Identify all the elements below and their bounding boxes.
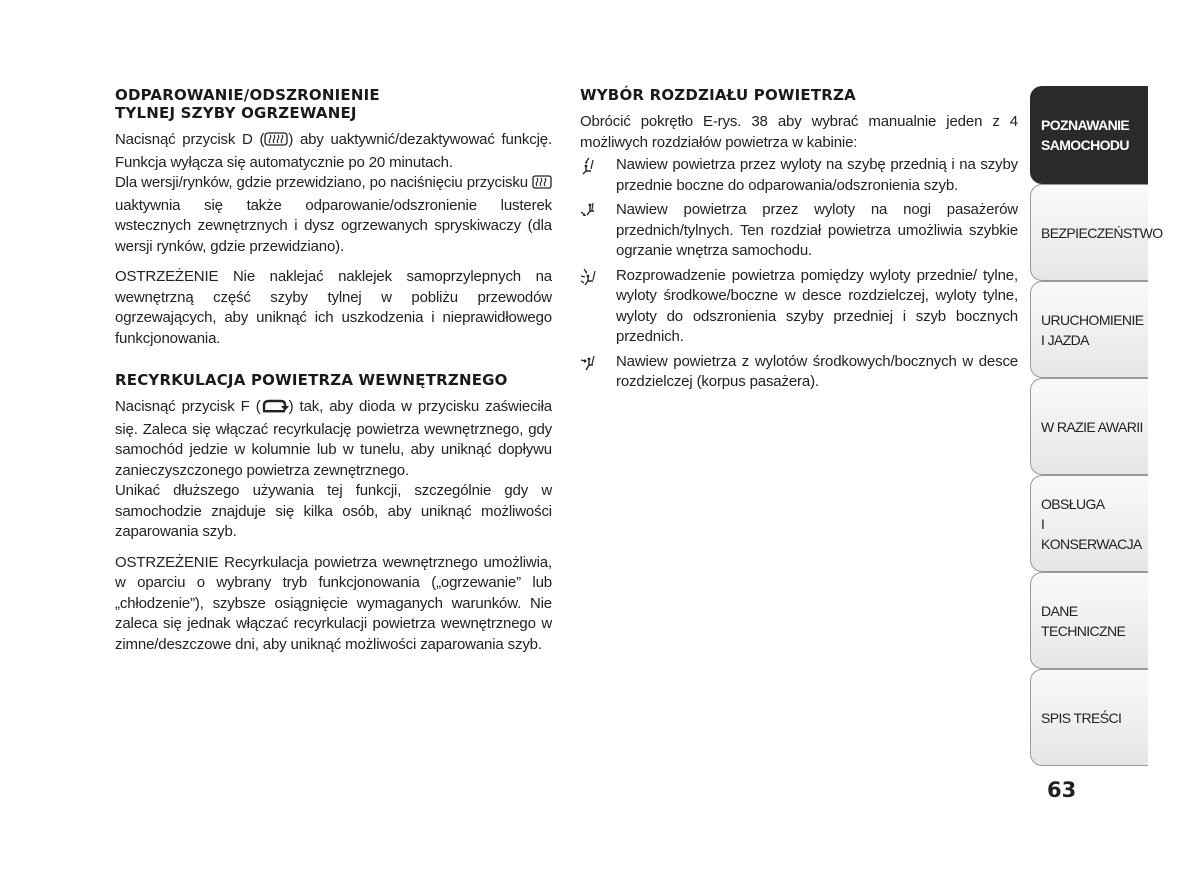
tab-bezpieczenstwo[interactable]: BEZPIECZEŃSTWO <box>1030 184 1148 281</box>
list-item <box>580 352 1018 393</box>
section-heading-recirculation: RECYRKULACJA POWIETRZA WEWNĘTRZNEGO <box>115 371 508 389</box>
left-column <box>115 86 552 655</box>
paragraph: Nacisnąć przycisk D ( ) aby uaktywnić/dezaktywować funkcję. Funkcja wyłącza się automatycznie po 20 minutach. <box>115 131 552 171</box>
middle-column <box>580 86 1018 397</box>
list-item <box>580 155 1018 196</box>
section-heading-air-distribution: WYBÓR ROZDZIAŁU POWIETRZA <box>580 86 856 104</box>
list-item-text: Nawiew powietrza z wylotów środkowych/bocznych w desce rozdzielczej (korpus pasażera). <box>616 352 1018 390</box>
tab-w-razie-awarii[interactable]: W RAZIE AWARII <box>1030 378 1148 475</box>
chapter-tabs <box>1030 86 1163 766</box>
warning-paragraph: OSTRZEŻENIE Nie naklejać naklejek samoprzylepnych na wewnętrzną część szyby tylnej w pobliżu przewodów ogrzewających, aby uniknąć ich uszkodzenia i nieprawidłowego funkcjonowania. <box>115 268 552 347</box>
rear-window-heater-icon <box>264 132 288 153</box>
paragraph: Dla wersji/rynków, gdzie przewidziano, po naciśnięciu przycisku uaktywnia się także odparowanie/odszronienie lusterek wstecznych zewnętrznych i dysz ogrzewanych spryskiwaczy (dla wersji rynków, gdzie przewidziano). <box>115 174 552 255</box>
tab-spis-tresci[interactable]: SPIS TREŚCI <box>1030 669 1148 766</box>
airflow-all-icon <box>580 266 616 348</box>
list-item <box>580 266 1018 348</box>
airflow-face-icon <box>580 352 616 393</box>
list-item-text: Nawiew powietrza przez wyloty na szybę przednią i na szyby przednie boczne do odparowania/odszronienia szyb. <box>616 156 1018 194</box>
tab-dane-techniczne[interactable]: DANE TECHNICZNE <box>1030 572 1148 669</box>
tab-poznawanie-samochodu[interactable]: POZNAWANIE SAMOCHODU <box>1030 86 1148 184</box>
list-item <box>580 200 1018 262</box>
intro-paragraph: Obrócić pokrętło E-rys. 38 aby wybrać manualnie jeden z 4 możliwych rozdziałów powietrza w kabinie: <box>580 113 1018 151</box>
air-distribution-list <box>580 155 1018 393</box>
page-number: 63 <box>1047 778 1077 802</box>
tab-obsluga-i-konserwacja[interactable]: OBSŁUGA I KONSERWACJA <box>1030 475 1148 572</box>
paragraph: Nacisnąć przycisk F ( ) tak, aby dioda w przycisku zaświeciła się. Zaleca się włączać recyrkulację powietrza wewnętrznego, gdy samochód jedzie w kolumnie lub w tunelu, aby uniknąć dopływu zanieczyszczonego powietrza zewnętrznego. <box>115 398 552 479</box>
paragraph: Unikać dłuższego używania tej funkcji, szczególnie gdy w samochodzie znajduje się kilka osób, aby uniknąć możliwości zaparowania szyb. <box>115 482 552 540</box>
airflow-feet-icon <box>580 200 616 262</box>
list-item-text: Rozprowadzenie powietrza pomiędzy wyloty przednie/ tylne, wyloty środkowe/boczne w desce rozdzielczej, wyloty tylne, wyloty do odszronienia szyby przedniej i szyb bocznych przednich. <box>616 266 1018 345</box>
airflow-windscreen-icon <box>580 155 616 196</box>
recirculation-icon <box>261 399 289 420</box>
list-item-text: Nawiew powietrza przez wyloty na nogi pasażerów przednich/tylnych. Ten rozdział powietrza umożliwia szybkie ogrzanie wnętrza samochodu. <box>616 201 1018 259</box>
section-heading-rear-defrost: ODPAROWANIE/ODSZRONIENIE TYLNEJ SZYBY OGRZEWANEJ <box>115 86 380 122</box>
tab-uruchomienie-i-jazda[interactable]: URUCHOMIENIE I JAZDA <box>1030 281 1148 378</box>
rear-window-heater-icon <box>532 175 552 196</box>
warning-paragraph: OSTRZEŻENIE Recyrkulacja powietrza wewnętrznego umożliwia, w oparciu o wybrany tryb funkcjonowania („ogrzewanie” lub „chłodzenie”), szybsze osiągnięcie wymaganych warunków. Nie zaleca się jednak włączać recyrkulacji powietrza wewnętrznego w zimne/deszczowe dni, aby uniknąć możliwości zaparowania szyb. <box>115 553 552 653</box>
